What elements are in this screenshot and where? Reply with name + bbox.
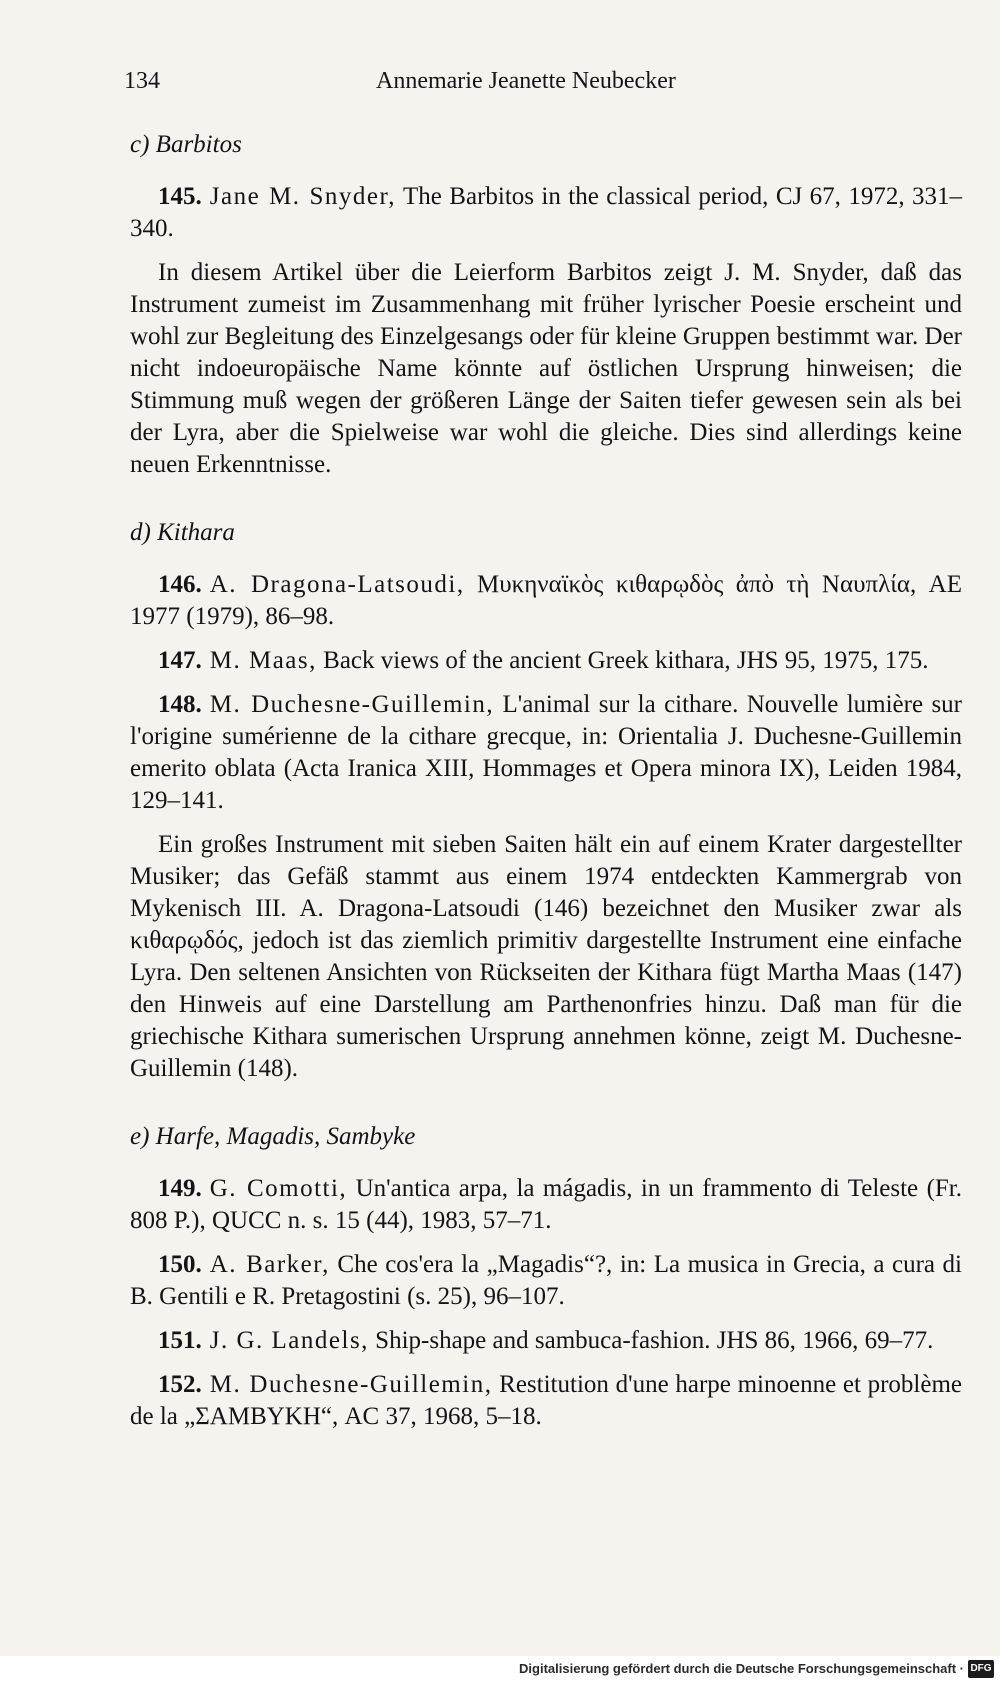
commentary-paragraph: In diesem Artikel über die Leierform Barbitos zeigt J. M. Snyder, daß das Instrument zumeist im Zusammenhang mit früher lyrischer Poesie erscheint und wohl zur Begleitung des Einzelgesangs oder für kleine Gruppen bestimmt war. Der nicht indoeuropäische Name könnte auf östlichen Ursprung hinweisen; die Stimmung muß wegen der größeren Länge der Saiten tiefer gewesen sein als bei der Lyra, aber die Spielweise war wohl die gleiche. Dies sind allerdings keine neuen Erkenntnisse.	[130, 259, 962, 478]
entry-text: Un'antica arpa, la mágadis, in un frammento di Teleste (Fr. 808 P.), QUCC n. s. 15 (44), 1983, 57–71.	[130, 1175, 962, 1234]
entry-author: Jane M. Snyder,	[209, 183, 397, 210]
section-heading: e) Harfe, Magadis, Sambyke	[130, 1123, 416, 1150]
dfg-logo: DFG	[968, 1660, 994, 1678]
section-heading: c) Barbitos	[130, 131, 242, 158]
entry-number: 146.	[158, 571, 202, 598]
bibliography-entry	[130, 569, 962, 633]
section-barbitos	[130, 129, 962, 481]
bibliography-entry	[130, 1249, 962, 1313]
entry-text: Restitution d'une harpe minoenne et problème de la „ΣΑΜΒΥΚΗ“, AC 37, 1968, 5–18.	[130, 1371, 962, 1430]
entry-author: A. Barker,	[209, 1251, 330, 1278]
section-harfe	[130, 1121, 962, 1433]
commentary-paragraph: Ein großes Instrument mit sieben Saiten hält ein auf einem Krater dargestellter Musiker; das Gefäß stammt aus einem 1974 entdeckten Kammergrab von Mykenisch III. A. Dragona-Latsoudi (146) bezeichnet den Musiker zwar als κιθαρῳδός, jedoch ist das ziemlich primitiv dargestellte Instrument eine einfache Lyra. Den seltenen Ansichten von Rückseiten der Kithara fügt Martha Maas (147) den Hinweis auf eine Darstellung am Parthenonfries hinzu. Daß man für die griechische Kithara sumerischen Ursprung annehmen könne, zeigt M. Duchesne-Guillemin (148).	[130, 831, 962, 1082]
entry-text: L'animal sur la cithare. Nouvelle lumière sur l'origine sumérienne de la cithare grecque, in: Orientalia J. Duchesne-Guillemin emerito oblata (Acta Iranica XIII, Hommages et Opera minora IX), Leiden 1984, 129–141.	[130, 691, 962, 814]
entry-number: 151.	[158, 1327, 202, 1354]
body-text	[130, 129, 962, 1445]
bibliography-entry	[130, 1369, 962, 1433]
entry-author: A. Dragona-Latsoudi,	[209, 571, 465, 598]
entry-author: G. Comotti,	[209, 1175, 348, 1202]
entry-number: 145.	[158, 183, 202, 210]
entry-author: J. G. Landels,	[209, 1327, 369, 1354]
entry-number: 149.	[158, 1175, 202, 1202]
bibliography-entry	[130, 1325, 962, 1357]
entry-text: The Barbitos in the classical period, CJ 67, 1972, 331–340.	[130, 183, 962, 242]
entry-author: M. Maas,	[209, 647, 317, 674]
entry-author: M. Duchesne-Guillemin,	[209, 1371, 493, 1398]
entry-number: 152.	[158, 1371, 202, 1398]
bibliography-entry	[130, 689, 962, 817]
section-kithara	[130, 517, 962, 1085]
page-header	[124, 68, 876, 102]
page-number: 134	[124, 68, 160, 94]
entry-text: Μυκηναϊκὸς κιθαρῳδὸς ἀπὸ τὴ Ναυπλία, AE 1977 (1979), 86–98.	[130, 571, 962, 630]
bibliography-entry	[130, 1173, 962, 1237]
entry-number: 150.	[158, 1251, 202, 1278]
running-head: Annemarie Jeanette Neubecker	[376, 68, 676, 94]
entry-author: M. Duchesne-Guillemin,	[209, 691, 495, 718]
bibliography-entry	[130, 645, 962, 677]
entry-number: 147.	[158, 647, 202, 674]
digitization-footer	[0, 1656, 1000, 1683]
entry-text: Ship-shape and sambuca-fashion. JHS 86, 1966, 69–77.	[375, 1327, 934, 1354]
entry-text: Back views of the ancient Greek kithara, JHS 95, 1975, 175.	[323, 647, 929, 674]
section-heading: d) Kithara	[130, 519, 235, 546]
bibliography-entry	[130, 181, 962, 245]
funding-notice: Digitalisierung gefördert durch die Deutsche Forschungsgemeinschaft ·	[519, 1661, 964, 1676]
entry-text: Che cos'era la „Magadis“?, in: La musica in Grecia, a cura di B. Gentili e R. Pretagostini (s. 25), 96–107.	[130, 1251, 962, 1310]
entry-number: 148.	[158, 691, 202, 718]
